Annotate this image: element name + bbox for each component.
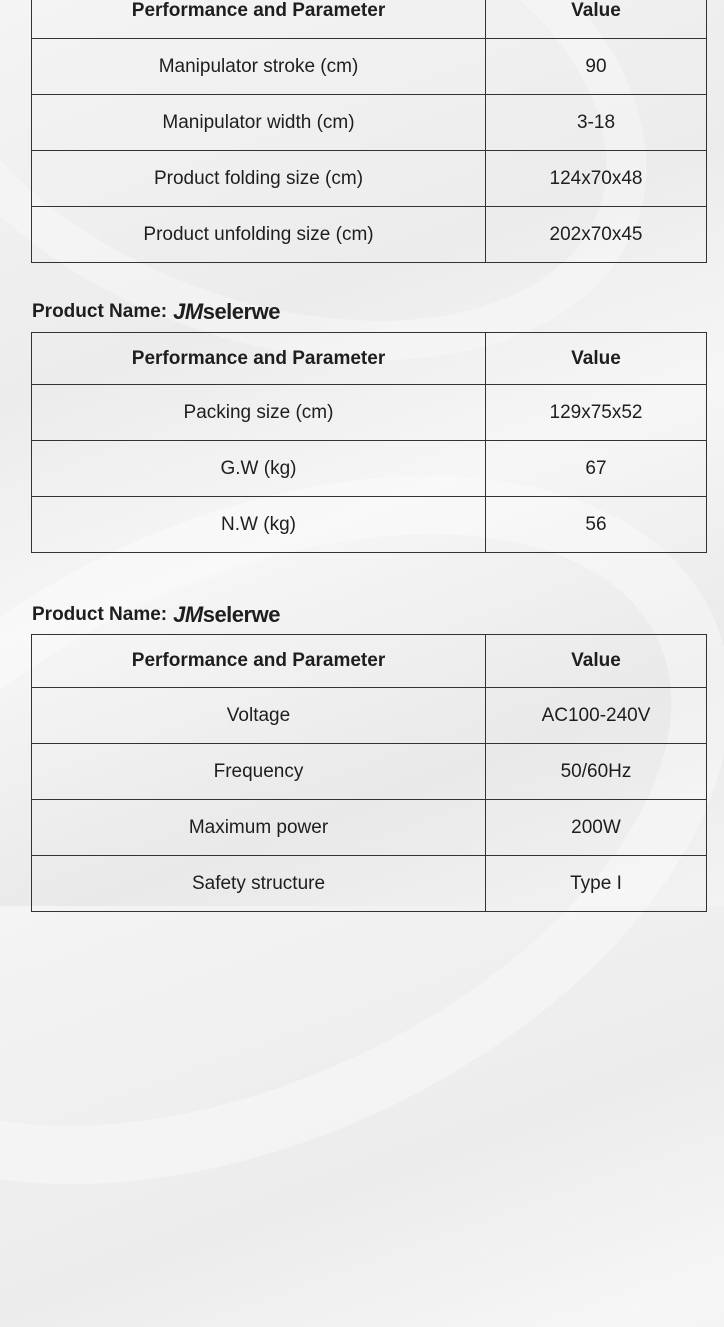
param-cell: Maximum power (32, 800, 486, 856)
param-cell: G.W (kg) (32, 441, 486, 497)
table-header-row (32, 333, 707, 385)
table-row (32, 497, 707, 553)
table-row (32, 800, 707, 856)
value-cell: AC100-240V (486, 688, 707, 744)
header-value: Value (486, 0, 707, 39)
value-cell: 90 (486, 39, 707, 95)
param-cell: Frequency (32, 744, 486, 800)
table-row (32, 95, 707, 151)
spec-table-dimensions (31, 0, 707, 263)
brand-logo: JM selerwe (173, 602, 280, 627)
table-row (32, 856, 707, 912)
param-cell: Manipulator stroke (cm) (32, 39, 486, 95)
header-parameter: Performance and Parameter (32, 333, 486, 385)
product-name-heading (32, 299, 280, 325)
table-header-row (32, 635, 707, 688)
value-cell: 3-18 (486, 95, 707, 151)
value-cell: 56 (486, 497, 707, 553)
table-row (32, 385, 707, 441)
value-cell: 67 (486, 441, 707, 497)
table-row (32, 39, 707, 95)
brand-logo: JM selerwe (173, 299, 280, 324)
param-cell: Safety structure (32, 856, 486, 912)
spec-table-electrical (31, 634, 707, 912)
product-name-heading (32, 602, 280, 628)
header-parameter: Performance and Parameter (32, 635, 486, 688)
table-row (32, 207, 707, 263)
product-name-label: Product Name: (32, 301, 168, 322)
param-cell: Voltage (32, 688, 486, 744)
param-cell: N.W (kg) (32, 497, 486, 553)
value-cell: 202x70x45 (486, 207, 707, 263)
param-cell: Product folding size (cm) (32, 151, 486, 207)
spec-table-packing (31, 332, 707, 553)
table-row (32, 151, 707, 207)
value-cell: 129x75x52 (486, 385, 707, 441)
value-cell: 124x70x48 (486, 151, 707, 207)
value-cell: 50/60Hz (486, 744, 707, 800)
table-header-row (32, 0, 707, 39)
value-cell: 200W (486, 800, 707, 856)
param-cell: Manipulator width (cm) (32, 95, 486, 151)
table-row (32, 688, 707, 744)
param-cell: Product unfolding size (cm) (32, 207, 486, 263)
header-value: Value (486, 333, 707, 385)
table-row (32, 441, 707, 497)
value-cell: Type I (486, 856, 707, 912)
header-value: Value (486, 635, 707, 688)
table-row (32, 744, 707, 800)
product-name-label: Product Name: (32, 604, 168, 625)
header-parameter: Performance and Parameter (32, 0, 486, 39)
param-cell: Packing size (cm) (32, 385, 486, 441)
